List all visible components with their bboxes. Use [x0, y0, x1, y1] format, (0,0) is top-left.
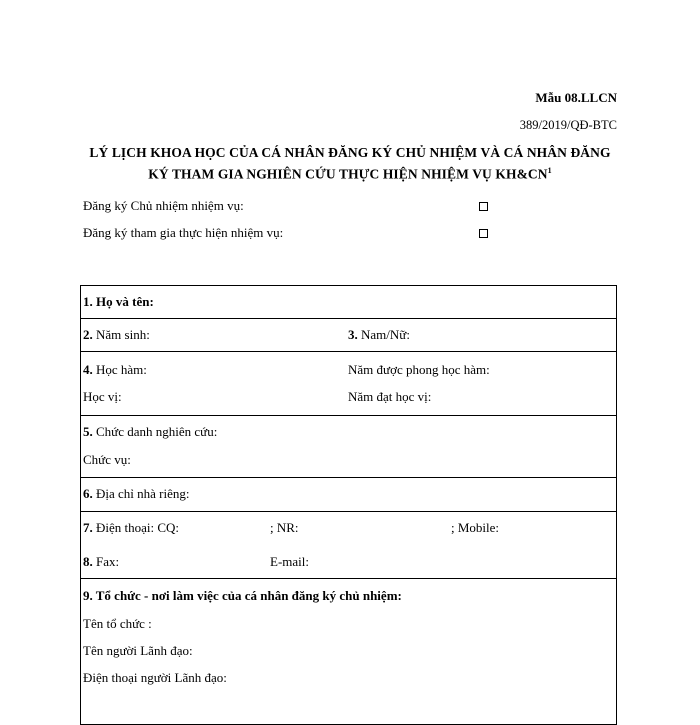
form-code: Mẫu 08.LLCN: [535, 90, 617, 105]
academic-title-year-label: Năm được phong học hàm:: [348, 362, 490, 377]
field-number: 6.: [83, 486, 93, 501]
mobile-label: ; Mobile:: [451, 520, 500, 535]
full-name-label: Họ và tên:: [96, 294, 154, 309]
home-address-field[interactable]: [83, 486, 190, 502]
row-divider: [81, 415, 616, 416]
full-name-field[interactable]: [83, 294, 154, 310]
title-line-1: LÝ LỊCH KHOA HỌC CỦA CÁ NHÂN ĐĂNG KÝ CHỦ NHIỆM VÀ CÁ NHÂN ĐĂNG: [89, 145, 611, 160]
field-number: 3.: [348, 327, 358, 342]
row-divider: [81, 477, 616, 478]
title-footnote-marker: 1: [547, 166, 552, 175]
office-phone-label: Điện thoại: CQ:: [96, 520, 180, 535]
decision-number: 389/2019/QĐ-BTC: [519, 118, 617, 132]
register-lead-checkbox[interactable]: [479, 202, 488, 211]
home-address-label: Địa chỉ nhà riêng:: [96, 486, 190, 501]
field-number: 8.: [83, 554, 93, 569]
row-divider: [81, 511, 616, 512]
field-number: 2.: [83, 327, 93, 342]
row-divider: [81, 318, 616, 319]
degree-year-label: Năm đạt học vị:: [348, 389, 432, 404]
research-title-field[interactable]: [83, 424, 217, 440]
fax-field[interactable]: [83, 554, 119, 570]
leader-name-field[interactable]: [83, 643, 193, 659]
profile-form-table: [80, 285, 617, 725]
birth-year-label: Năm sinh:: [96, 327, 150, 342]
position-label: Chức vụ:: [83, 452, 131, 467]
organization-section-heading: 9. Tổ chức - nơi làm việc của cá nhân đăng ký chủ nhiệm:: [83, 588, 402, 603]
office-phone-field[interactable]: [83, 520, 179, 536]
register-lead-label: Đăng ký Chủ nhiệm nhiệm vụ:: [83, 198, 244, 213]
title-line-2: KÝ THAM GIA NGHIÊN CỨU THỰC HIỆN NHIỆM VỤ KH&CN: [148, 166, 548, 182]
academic-title-label: Học hàm:: [96, 362, 147, 377]
degree-year-field[interactable]: [348, 389, 431, 405]
birth-year-field[interactable]: [83, 327, 150, 343]
field-number: 4.: [83, 362, 93, 377]
leader-phone-label: Điện thoại người Lãnh đạo:: [83, 670, 227, 685]
document-title: [80, 144, 620, 184]
email-field[interactable]: [270, 554, 309, 570]
field-number: 1.: [83, 294, 93, 309]
mobile-field[interactable]: [451, 520, 499, 536]
row-divider: [81, 351, 616, 352]
organization-name-label: Tên tổ chức :: [83, 616, 152, 631]
gender-label: Nam/Nữ:: [361, 327, 410, 342]
register-participant-checkbox[interactable]: [479, 229, 488, 238]
position-field[interactable]: [83, 452, 131, 468]
research-title-label: Chức danh nghiên cứu:: [96, 424, 218, 439]
academic-title-field[interactable]: [83, 362, 147, 378]
degree-label: Học vị:: [83, 389, 122, 404]
register-participant-label: Đăng ký tham gia thực hiện nhiệm vụ:: [83, 225, 284, 240]
degree-field[interactable]: [83, 389, 122, 405]
fax-label: Fax:: [96, 554, 120, 569]
gender-field[interactable]: [348, 327, 410, 343]
leader-name-label: Tên người Lãnh đạo:: [83, 643, 193, 658]
email-label: E-mail:: [270, 554, 309, 569]
field-number: 7.: [83, 520, 93, 535]
academic-title-year-field[interactable]: [348, 362, 490, 378]
field-number: 5.: [83, 424, 93, 439]
row-divider: [81, 578, 616, 579]
home-phone-label: ; NR:: [270, 520, 299, 535]
home-phone-field[interactable]: [270, 520, 299, 536]
organization-name-field[interactable]: [83, 616, 152, 632]
leader-phone-field[interactable]: [83, 670, 227, 686]
